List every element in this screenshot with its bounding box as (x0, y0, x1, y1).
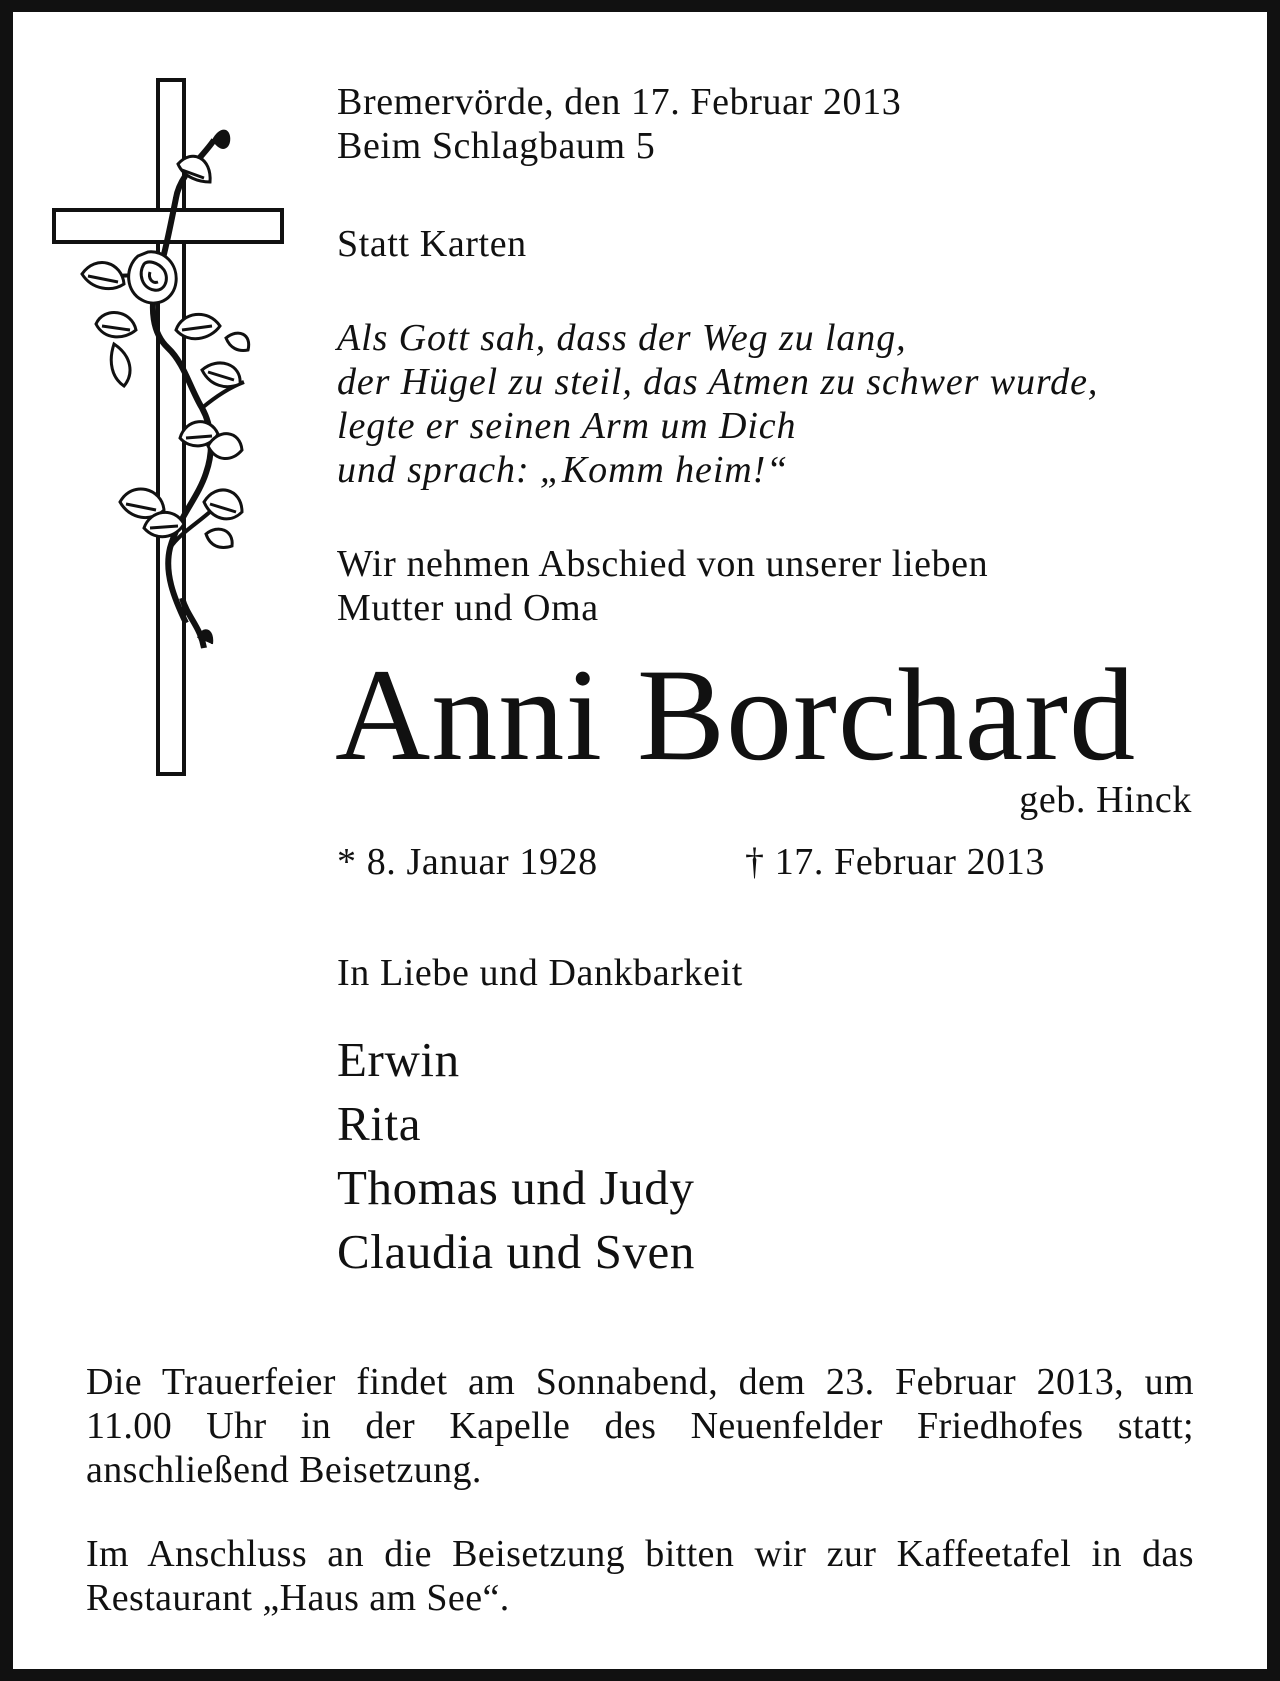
verse-block (337, 316, 1197, 492)
service-notice: Die Trauerfeier findet am Sonnabend, dem 23. Februar 2013, um 11.00 Uhr in der Kapelle des Neuenfelder Friedhofes statt; anschließend Beisetzung. (86, 1361, 1194, 1491)
reception-notice: Im Anschluss an die Beisetzung bitten wir zur Kaffeetafel in das Restaurant „Haus am See“. (86, 1533, 1194, 1619)
intro-line: Mutter und Oma (337, 587, 599, 629)
maiden-name: geb. Hinck (1019, 779, 1192, 821)
verse-line: und sprach: „Komm heim!“ (337, 449, 789, 491)
verse-line: der Hügel zu steil, das Atmen zu schwer wurde, (337, 361, 1099, 403)
birth-date: * 8. Januar 1928 (337, 841, 598, 883)
verse-line: Als Gott sah, dass der Weg zu lang, (337, 317, 907, 359)
statt-karten-block (337, 222, 1197, 266)
place-date: Bremervörde, den 17. Februar 2013 (337, 81, 902, 123)
closing-block (337, 951, 1197, 995)
death-date: † 17. Februar 2013 (745, 841, 1045, 883)
service-notice-block (86, 1360, 1194, 1492)
closing-phrase: In Liebe und Dankbarkeit (337, 952, 743, 994)
cross-with-rose-vine-icon (52, 78, 292, 778)
statt-karten: Statt Karten (337, 223, 527, 265)
address: Beim Schlagbaum 5 (337, 125, 656, 167)
family-member: Rita (337, 1096, 422, 1151)
intro-line: Wir nehmen Abschied von unserer lieben (337, 543, 989, 585)
header-block (337, 80, 1197, 168)
family-member: Claudia und Sven (337, 1224, 696, 1279)
family-list (337, 1028, 1197, 1284)
family-member: Thomas und Judy (337, 1160, 695, 1215)
intro-block (337, 542, 1197, 630)
family-member: Erwin (337, 1032, 460, 1087)
verse-line: legte er seinen Arm um Dich (337, 405, 797, 447)
deceased-name: Anni Borchard (335, 641, 1137, 788)
reception-notice-block (86, 1532, 1194, 1620)
life-dates (337, 840, 1197, 884)
